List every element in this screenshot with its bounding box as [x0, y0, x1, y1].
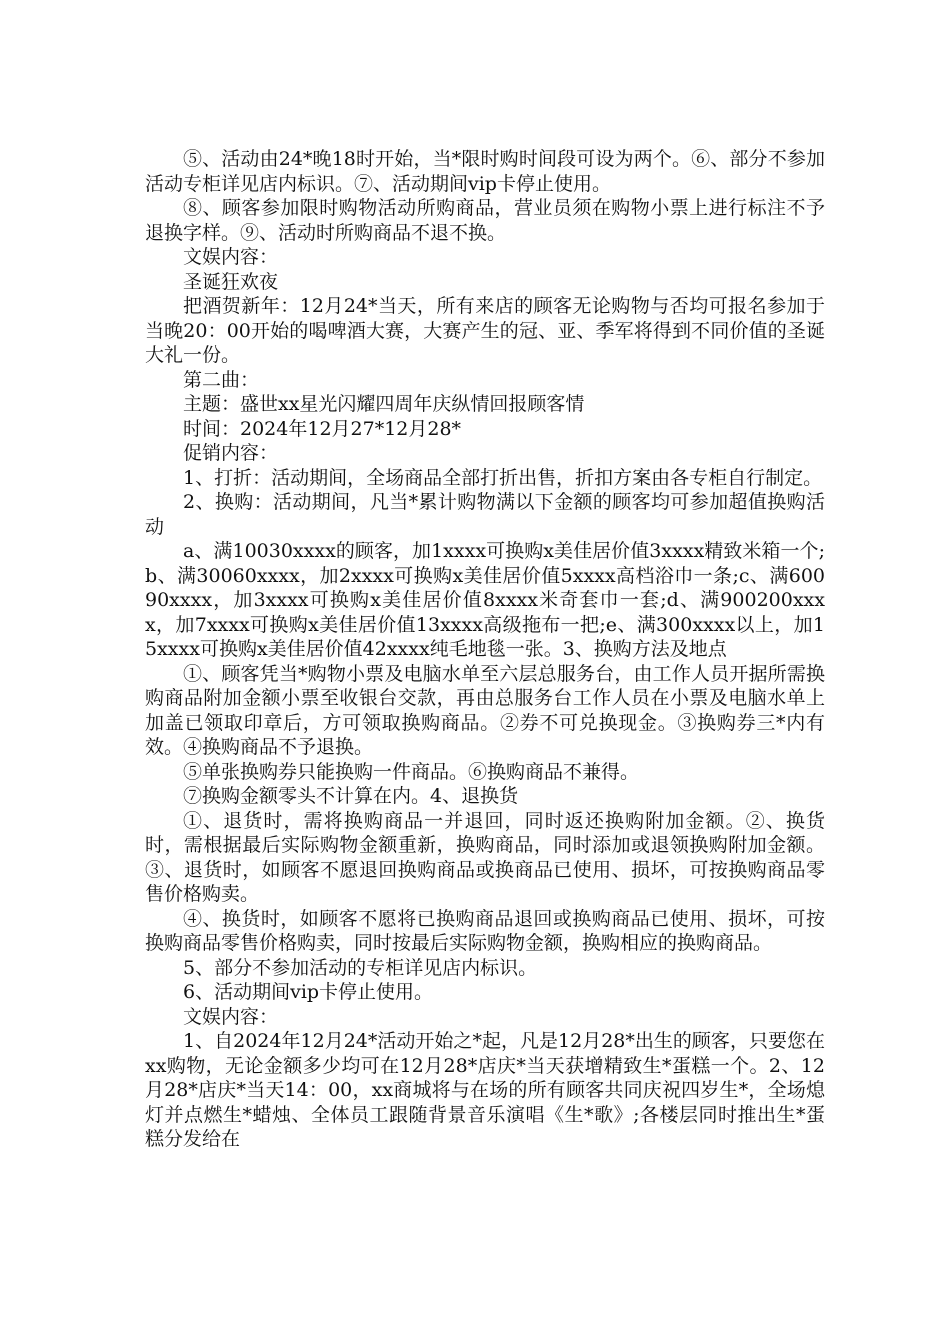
- paragraph: 主题：盛世xx星光闪耀四周年庆纵情回报顾客情: [183, 393, 585, 415]
- paragraph: ④、换货时，如顾客不愿将已换购商品退回或换购商品已使用、损坏，可按换购商品零售价格购卖，同时按最后实际购物金额，换购相应的换购商品。: [145, 907, 825, 954]
- paragraph: ⑧、顾客参加限时购物活动所购商品，营业员须在购物小票上进行标注不予退换字样。⑨、活动时所购商品不退不换。: [145, 197, 825, 244]
- paragraph: 1、自2024年12月24*活动开始之*起，凡是12月28*出生的顾客，只要您在xx购物，无论金额多少均可在12月28*店庆*当天获增精致生*蛋糕一个。2、12月28*店庆*当天14：00，xx商城将与在场的所有顾客共同庆祝四岁生*，全场熄灯并点燃生*蜡烛、全体员工跟随背景音乐演唱《生*歌》;各楼层同时推出生*蛋糕分发给在: [145, 1030, 825, 1150]
- paragraph: 2、换购：活动期间，凡当*累计购物满以下金额的顾客均可参加超值换购活动: [145, 491, 825, 538]
- paragraph: ⑤单张换购券只能换购一件商品。⑥换购商品不兼得。: [183, 760, 640, 783]
- paragraph: 时间：2024年12月27*12月28*: [183, 417, 462, 440]
- section-heading: 文娱内容：: [183, 246, 279, 268]
- paragraph: ①、退货时，需将换购商品一并退回，同时返还换购附加金额。②、换货时，需根据最后实际购物金额重新，换购商品，同时添加或退领换购附加金额。③、退货时，如顾客不愿退回换购商品或换商品已使用、损坏，可按换购商品零售价格购卖。: [145, 809, 825, 905]
- paragraph: a、满10030xxxx的顾客，加1xxxx可换购x美佳居价值3xxxx精致米箱一个;b、满30060xxxx，加2xxxx可换购x美佳居价值5xxxx高档浴巾一条;c、满60090xxxx，加3xxxx可换购x美佳居价值8xxxx米奇套巾一套;d、满900200xxxx，加7xxxx可换购x美佳居价值13xxxx高级拖布一把;e、满300xxxx以上，加15xxxx可换购x美佳居价值42xxxx纯毛地毯一张。3、换购方法及地点: [145, 540, 825, 660]
- paragraph: 6、活动期间vip卡停止使用。: [183, 981, 434, 1003]
- paragraph: ①、顾客凭当*购物小票及电脑水单至六层总服务台，由工作人员开据所需换购商品附加金额小票至收银台交款，再由总服务台工作人员在小票及电脑水单上加盖已领取印章后，方可领取换购商品。②券不可兑换现金。③换购券三*内有效。④换购商品不予退换。: [145, 662, 825, 758]
- paragraph: 5、部分不参加活动的专柜详见店内标识。: [183, 956, 538, 979]
- section-heading: 文娱内容：: [183, 1005, 279, 1028]
- section-heading: 促销内容：: [183, 442, 279, 464]
- paragraph: 把酒贺新年：12月24*当天，所有来店的顾客无论购物与否均可报名参加于当晚20：00开始的喝啤酒大赛，大赛产生的冠、亚、季军将得到不同价值的圣诞大礼一份。: [145, 295, 825, 366]
- paragraph: 1、打折：活动期间，全场商品全部打折出售，折扣方案由各专柜自行制定。: [183, 466, 823, 489]
- section-heading: 圣诞狂欢夜: [183, 270, 279, 293]
- paragraph: ⑤、活动由24*晚18时开始，当*限时购时间段可设为两个。⑥、部分不参加活动专柜详见店内标识。⑦、活动期间vip卡停止使用。: [145, 148, 825, 195]
- document-body: [145, 147, 825, 1152]
- section-heading: 第二曲：: [183, 368, 260, 391]
- paragraph: ⑦换购金额零头不计算在内。4、退换货: [183, 785, 519, 807]
